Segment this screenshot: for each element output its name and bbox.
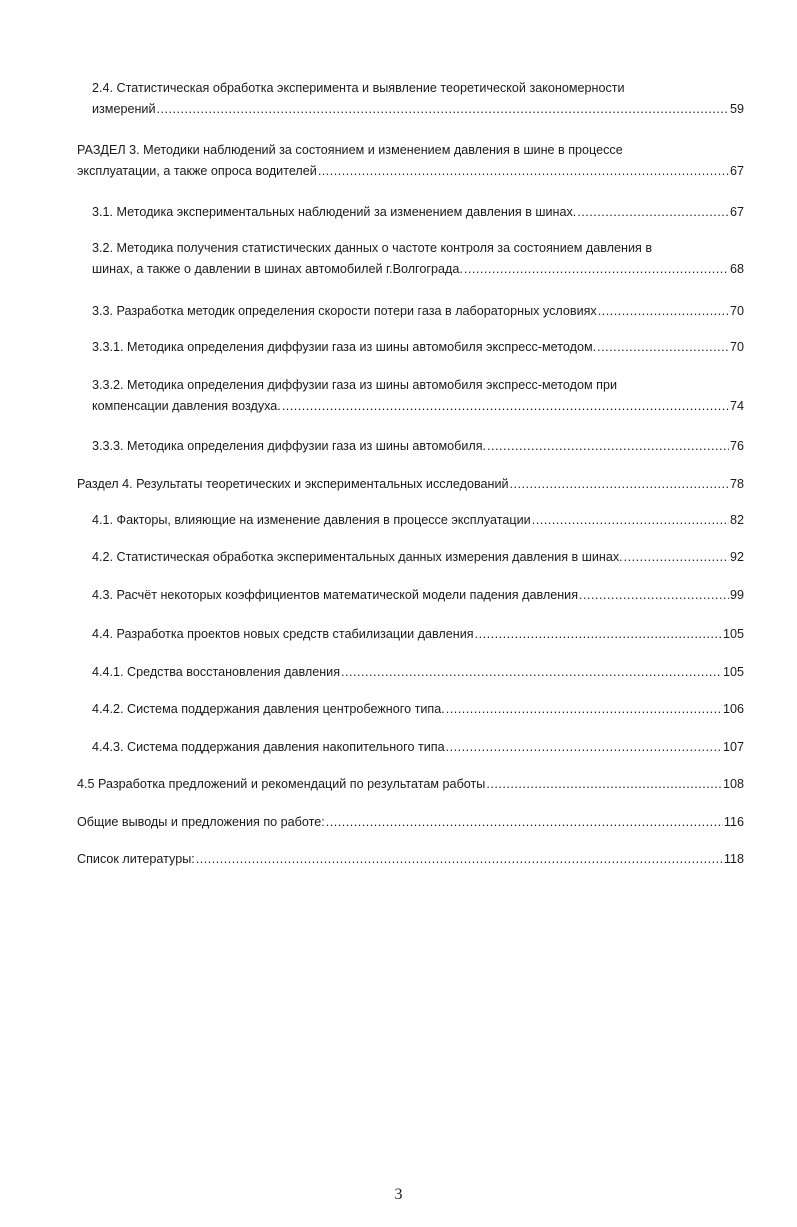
toc-entry-title: 4.4. Разработка проектов новых средств стабилизации давления bbox=[92, 627, 474, 641]
toc-entry-page: 108 bbox=[722, 777, 744, 791]
toc-entry-page: 99 bbox=[729, 588, 744, 602]
toc-entry bbox=[77, 849, 744, 870]
toc-entry bbox=[77, 585, 744, 606]
toc-entry bbox=[77, 737, 744, 758]
toc-entry-title: 3.3.3. Методика определения диффузии газа из шины автомобиля. bbox=[92, 439, 487, 453]
toc-entry-line bbox=[77, 161, 744, 182]
toc-entry-title: 3.3.1. Методика определения диффузии газа из шины автомобиля экспресс-методом. bbox=[92, 340, 597, 354]
toc-entry bbox=[77, 510, 744, 531]
dot-leader bbox=[446, 699, 722, 720]
toc-entry-title: 4.5 Разработка предложений и рекомендаций по результатам работы bbox=[77, 777, 486, 791]
toc-entry bbox=[77, 238, 744, 280]
toc-entry-title: 3.3. Разработка методик определения скорости потери газа в лабораторных условиях bbox=[92, 304, 597, 318]
toc-entry-line bbox=[92, 301, 744, 322]
toc-entry-title: Общие выводы и предложения по работе: bbox=[77, 815, 325, 829]
dot-leader bbox=[532, 510, 729, 531]
toc-entry-line bbox=[92, 737, 744, 758]
toc-entry-page: 67 bbox=[729, 164, 744, 178]
toc-entry-title: измерений bbox=[92, 102, 156, 116]
page-number: 3 bbox=[394, 1186, 403, 1203]
toc-entry-page: 70 bbox=[729, 340, 744, 354]
dot-leader bbox=[598, 301, 729, 322]
toc-entry bbox=[77, 78, 744, 120]
dot-leader bbox=[464, 259, 729, 280]
dot-leader bbox=[475, 624, 722, 645]
toc-entry-page: 67 bbox=[729, 205, 744, 219]
toc-entry-title: 4.1. Факторы, влияющие на изменение давления в процессе эксплуатации bbox=[92, 513, 531, 527]
toc-entry-line bbox=[92, 624, 744, 645]
toc-entry bbox=[77, 140, 744, 182]
toc-entry-first-line: 3.3.2. Методика определения диффузии газа из шины автомобиля экспресс-методом при bbox=[92, 378, 617, 392]
dot-leader bbox=[196, 849, 723, 870]
dot-leader bbox=[579, 585, 729, 606]
toc-entry-title: Раздел 4. Результаты теоретических и экспериментальных исследований bbox=[77, 477, 509, 491]
toc-entry-title: компенсации давления воздуха. bbox=[92, 399, 281, 413]
dot-leader bbox=[624, 547, 729, 568]
toc-entry-line bbox=[92, 396, 744, 417]
toc-entry-line bbox=[92, 547, 744, 568]
toc-entry-line bbox=[92, 585, 744, 606]
toc-entry-title: 4.3. Расчёт некоторых коэффициентов математической модели падения давления bbox=[92, 588, 579, 602]
toc-entry-first-line: РАЗДЕЛ 3. Методики наблюдений за состоянием и изменением давления в шине в процессе bbox=[77, 143, 623, 157]
dot-leader bbox=[157, 99, 729, 120]
toc-entry-first-line: 2.4. Статистическая обработка эксперимента и выявление теоретической закономерности bbox=[92, 81, 625, 95]
dot-leader bbox=[486, 774, 722, 795]
toc-entry-page: 92 bbox=[729, 550, 744, 564]
dot-leader bbox=[487, 436, 729, 457]
toc-entry-title: 4.4.3. Система поддержания давления накопительного типа bbox=[92, 740, 445, 754]
toc-entry-page: 74 bbox=[729, 399, 744, 413]
toc-entry-line bbox=[77, 849, 744, 870]
toc-entry bbox=[77, 436, 744, 457]
toc-entry-title: 3.1. Методика экспериментальных наблюдений за изменением давления в шинах. bbox=[92, 205, 577, 219]
toc-entry bbox=[77, 774, 744, 795]
toc-entry bbox=[77, 547, 744, 568]
toc-entry-page: 70 bbox=[729, 304, 744, 318]
toc-entry-page: 105 bbox=[722, 627, 744, 641]
toc-entry-line bbox=[92, 337, 744, 358]
toc-entry bbox=[77, 624, 744, 645]
toc-entry-page: 68 bbox=[729, 262, 744, 276]
dot-leader bbox=[282, 396, 729, 417]
toc-entry-title: Список литературы: bbox=[77, 852, 195, 866]
toc-entry-page: 107 bbox=[722, 740, 744, 754]
dot-leader bbox=[510, 474, 729, 495]
toc-entry-page: 118 bbox=[723, 852, 744, 866]
dot-leader bbox=[597, 337, 729, 358]
toc-entry-page: 59 bbox=[729, 102, 744, 116]
toc-entry-line bbox=[92, 662, 744, 683]
dot-leader bbox=[446, 737, 722, 758]
toc-entry bbox=[77, 375, 744, 417]
toc-entry bbox=[77, 812, 744, 833]
toc-entry-line bbox=[92, 202, 744, 223]
toc-entry bbox=[77, 301, 744, 322]
toc-entry-page: 76 bbox=[729, 439, 744, 453]
toc-entry-line bbox=[77, 774, 744, 795]
toc-entry bbox=[77, 662, 744, 683]
toc-entry-line bbox=[77, 812, 744, 833]
toc-entry-title: эксплуатации, а также опроса водителей bbox=[77, 164, 317, 178]
toc-entry bbox=[77, 474, 744, 495]
toc-entry-line bbox=[77, 474, 744, 495]
toc-entry-title: 4.2. Статистическая обработка экспериментальных данных измерения давления в шинах. bbox=[92, 550, 623, 564]
toc-entry-page: 78 bbox=[729, 477, 744, 491]
toc-entry-title: 4.4.2. Система поддержания давления центробежного типа. bbox=[92, 702, 445, 716]
toc-entry bbox=[77, 337, 744, 358]
toc-entry bbox=[77, 202, 744, 223]
toc-entry-line bbox=[92, 259, 744, 280]
toc-entry-line bbox=[92, 510, 744, 531]
toc-entry-line bbox=[92, 699, 744, 720]
dot-leader bbox=[577, 202, 729, 223]
toc-entry-page: 82 bbox=[729, 513, 744, 527]
dot-leader bbox=[326, 812, 723, 833]
dot-leader bbox=[341, 662, 722, 683]
toc-entry-page: 116 bbox=[723, 815, 744, 829]
toc-entry bbox=[77, 699, 744, 720]
toc-entry-first-line: 3.2. Методика получения статистических данных о частоте контроля за состоянием давления в bbox=[92, 241, 653, 255]
toc-entry-title: 4.4.1. Средства восстановления давления bbox=[92, 665, 341, 679]
toc-entry-line bbox=[92, 436, 744, 457]
toc-entry-line bbox=[92, 99, 744, 120]
dot-leader bbox=[318, 161, 729, 182]
toc-entry-page: 105 bbox=[722, 665, 744, 679]
toc-entry-title: шинах, а также о давлении в шинах автомобилей г.Волгограда. bbox=[92, 262, 463, 276]
toc-entry-page: 106 bbox=[722, 702, 744, 716]
